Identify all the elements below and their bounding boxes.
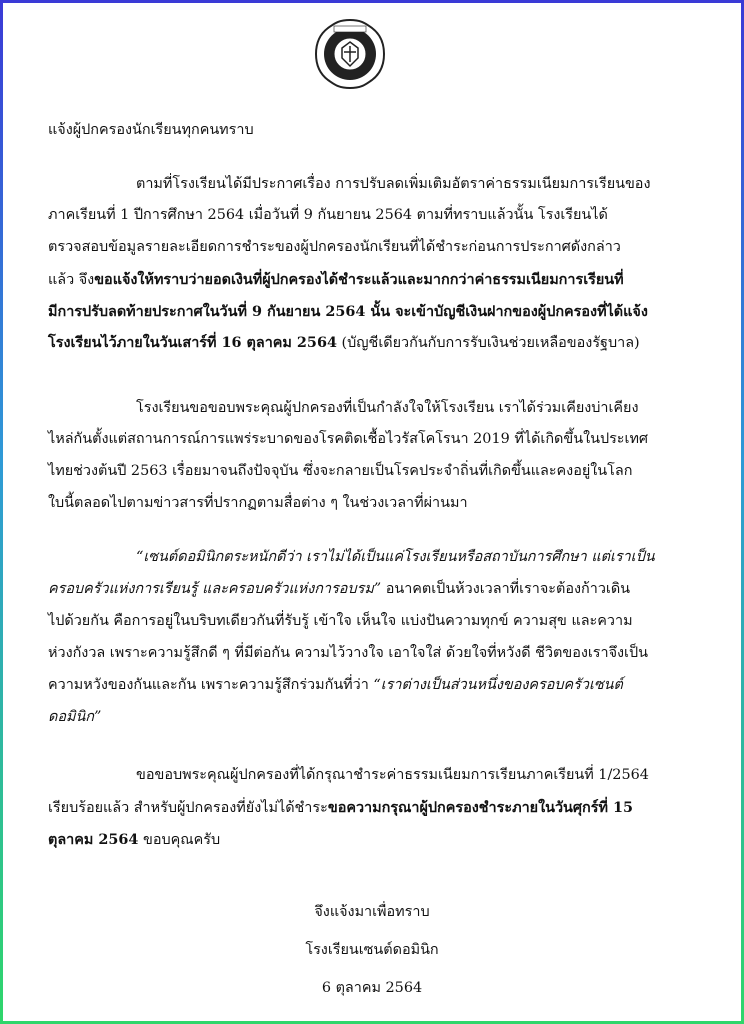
school-seal-logo [314, 18, 386, 90]
para4-line3 [48, 824, 684, 857]
para3-line2-plain: อนาคตเป็นห้วงเวลาที่เราจะต้องก้าวเดิน [381, 581, 631, 597]
para4-line2-bold: ขอความกรุณาผู้ปกครองชำระภายในวันศุกร์ที่ 15 [327, 799, 633, 816]
para3-line2-quote: ครอบครัวแห่งการเรียนรู้ และครอบครัวแห่งการอบรม” [48, 581, 382, 597]
para3-line6: ดอมินิก” [48, 709, 102, 725]
para3-line2 [48, 574, 684, 606]
para3-line5-plain: ความหวังของกันและกัน เพราะความรู้สึกร่วมกันที่ว่า [48, 677, 374, 693]
para1-line6-bold: โรงเรียนไว้ภายในวันเสาร์ที่ 16 ตุลาคม 2564 [48, 334, 337, 351]
para1-line1: ตามที่โรงเรียนได้มีประกาศเรื่อง การปรับลดเพิ่มเติมอัตราค่าธรรมเนียมการเรียนของ [136, 176, 651, 192]
closing-school-name: โรงเรียนเซนต์ดอมินิก [305, 942, 439, 958]
para4-line2-plain: เรียบร้อยแล้ว สำหรับผู้ปกครองที่ยังไม่ได้ชำระ [48, 800, 328, 816]
para1-line6 [48, 327, 684, 360]
para1-line4 [48, 264, 684, 297]
para1-line4-bold: ขอแจ้งให้ทราบว่ายอดเงินที่ผู้ปกครองได้ชำระแล้วและมากกว่าค่าธรรมเนียมการเรียนที่ [94, 271, 624, 288]
para2-line2: ไหล่กันตั้งแต่สถานการณ์การแพร่ระบาดของโรคติดเชื้อไวรัสโคโรนา 2019 ที่ได้เกิดขึ้นในประเทศ [48, 431, 649, 447]
para2-line1: โรงเรียนขอขอบพระคุณผู้ปกครองที่เป็นกำลังใจให้โรงเรียน เราได้ร่วมเคียงบ่าเคียง [136, 400, 639, 416]
para3-line1: “เซนต์ดอมินิกตระหนักดีว่า เราไม่ได้เป็นแค่โรงเรียนหรือสถาบันการศึกษา แต่เราเป็น [136, 549, 655, 565]
para1-line4-plain: แล้ว จึง [48, 272, 95, 288]
para1-line6-plain: (บัญชีเดียวกันกับการรับเงินช่วยเหลือของรัฐบาล) [336, 335, 640, 351]
closing-date: 6 ตุลาคม 2564 [321, 980, 423, 996]
para3-line5-quote: “เราต่างเป็นส่วนหนึ่งของครอบครัวเซนต์ [373, 677, 623, 693]
para2-line4: ใบนี้ตลอดไปตามข่าวสารที่ปรากฏตามสื่อต่าง ๆ ในช่วงเวลาที่ผ่านมา [48, 495, 468, 511]
salutation: แจ้งผู้ปกครองนักเรียนทุกคนทราบ [48, 122, 254, 138]
para4-line3-bold: ตุลาคม 2564 [48, 831, 139, 848]
para1-line5: มีการปรับลดท้ายประกาศในวันที่ 9 กันยายน 2564 นั้น จะเข้าบัญชีเงินฝากของผู้ปกครองที่ได้แจ้ง [48, 303, 648, 320]
para4-line1: ขอขอบพระคุณผู้ปกครองที่ได้กรุณาชำระค่าธรรมเนียมการเรียนภาคเรียนที่ 1/2564 [136, 767, 649, 783]
para3-line5 [48, 670, 684, 702]
para2-line3: ไทยช่วงต้นปี 2563 เรื่อยมาจนถึงปัจจุบัน ซึ่งจะกลายเป็นโรคประจำถิ่นที่เกิดขึ้นและคงอยู่ในโลก [48, 463, 633, 479]
para4-line3-plain: ขอบคุณครับ [138, 832, 221, 848]
para4-line2 [48, 792, 684, 825]
para1-line2: ภาคเรียนที่ 1 ปีการศึกษา 2564 เมื่อวันที่ 9 กันยายน 2564 ตามที่ทราบแล้วนั้น โรงเรียนได้ [48, 207, 608, 223]
para3-line3: ไปด้วยกัน คือการอยู่ในบริบทเดียวกันที่รับรู้ เข้าใจ เห็นใจ แบ่งปันความทุกข์ ความสุข และความ [48, 613, 633, 629]
para3-line4: ห่วงกังวล เพราะความรู้สึกดี ๆ ที่มีต่อกัน ความไว้วางใจ เอาใจใส่ ด้วยใจที่หวังดี ชีวิตของเราจึงเป็น [48, 645, 648, 661]
closing-line1: จึงแจ้งมาเพื่อทราบ [314, 904, 430, 920]
para1-line3: ตรวจสอบข้อมูลรายละเอียดการชำระของผู้ปกครองนักเรียนที่ได้ชำระก่อนการประกาศดังกล่าว [48, 239, 621, 255]
